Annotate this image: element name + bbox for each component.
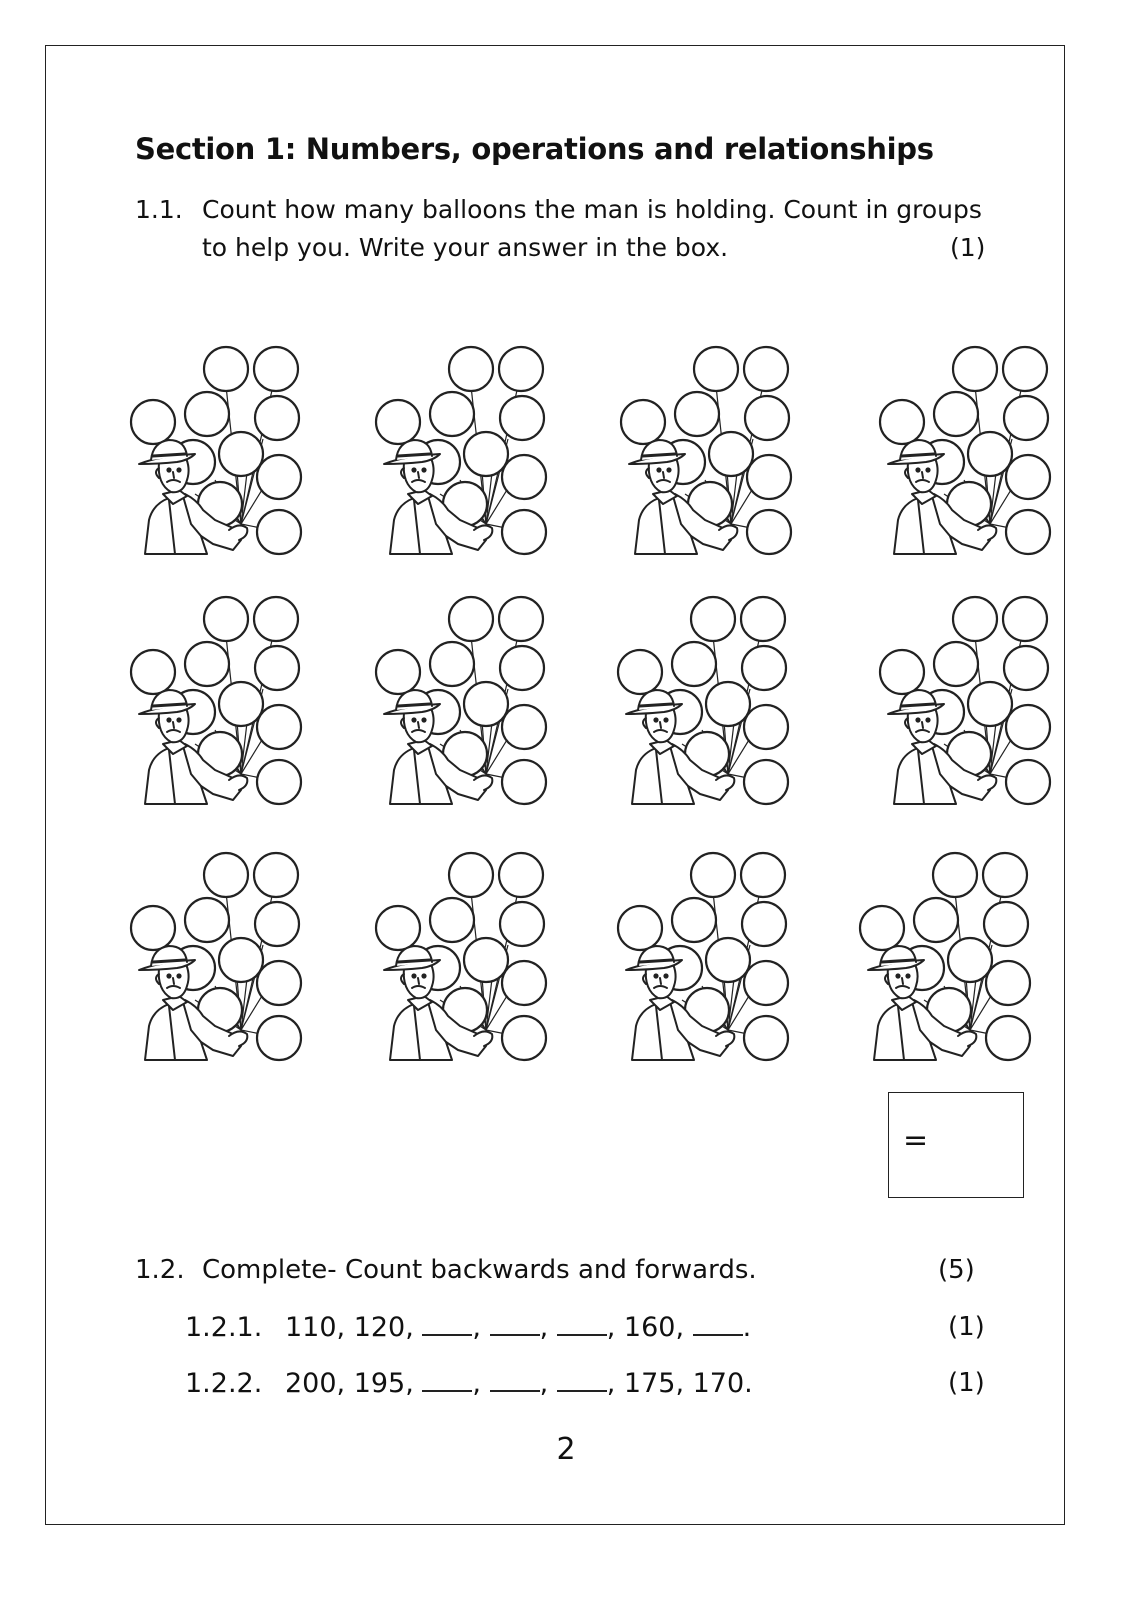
item-1-2-1-marks: (1) [948, 1312, 985, 1342]
balloon-man-picture [348, 344, 578, 564]
question-1-1-text [202, 191, 982, 267]
balloon-man-picture [348, 594, 578, 814]
question-1-2-number: 1.2. [135, 1255, 185, 1285]
question-1-1-number: 1.1. [135, 195, 183, 224]
item-1-2-2-marks: (1) [948, 1368, 985, 1398]
answer-blank[interactable] [422, 1372, 472, 1392]
sequence-text: , 160, [606, 1312, 693, 1343]
section-title: Section 1: Numbers, operations and relationships [135, 132, 934, 166]
balloon-man-picture [103, 850, 333, 1070]
item-1-2-1-sequence [285, 1312, 751, 1343]
balloon-man-picture [348, 850, 578, 1070]
balloon-man-picture [590, 850, 820, 1070]
balloon-man-picture [103, 594, 333, 814]
answer-blank[interactable] [490, 1316, 540, 1336]
answer-blank[interactable] [490, 1372, 540, 1392]
answer-blank[interactable] [422, 1316, 472, 1336]
question-1-1-marks: (1) [950, 233, 986, 262]
sequence-text: , [472, 1368, 490, 1399]
balloon-man-picture [852, 344, 1082, 564]
answer-box[interactable] [888, 1092, 1024, 1198]
page-number: 2 [556, 1432, 576, 1467]
balloon-man-picture [852, 594, 1082, 814]
balloon-picture-grid [95, 340, 1040, 1070]
sequence-text: 200, 195, [285, 1368, 423, 1399]
question-1-1-line-2: to help you. Write your answer in the box. [202, 233, 729, 262]
answer-blank[interactable] [557, 1316, 607, 1336]
item-1-2-2-number: 1.2.2. [185, 1368, 263, 1399]
balloon-man-picture [590, 594, 820, 814]
equals-sign: = [903, 1123, 929, 1158]
answer-blank[interactable] [693, 1316, 743, 1336]
item-1-2-2-sequence [285, 1368, 753, 1399]
question-1-2-marks: (5) [938, 1255, 975, 1285]
balloon-man-picture [103, 344, 333, 564]
answer-blank[interactable] [557, 1372, 607, 1392]
sequence-text: . [742, 1312, 752, 1343]
sequence-text: , [472, 1312, 490, 1343]
balloon-man-picture [593, 344, 823, 564]
question-1-2-text: Complete- Count backwards and forwards. [202, 1255, 757, 1285]
sequence-text: , [539, 1312, 557, 1343]
balloon-man-picture [832, 850, 1062, 1070]
sequence-text: 110, 120, [285, 1312, 423, 1343]
sequence-text: , [539, 1368, 557, 1399]
item-1-2-1-number: 1.2.1. [185, 1312, 263, 1343]
sequence-text: , 175, 170. [606, 1368, 753, 1399]
question-1-1-line-1: Count how many balloons the man is holding. Count in groups [202, 195, 982, 224]
